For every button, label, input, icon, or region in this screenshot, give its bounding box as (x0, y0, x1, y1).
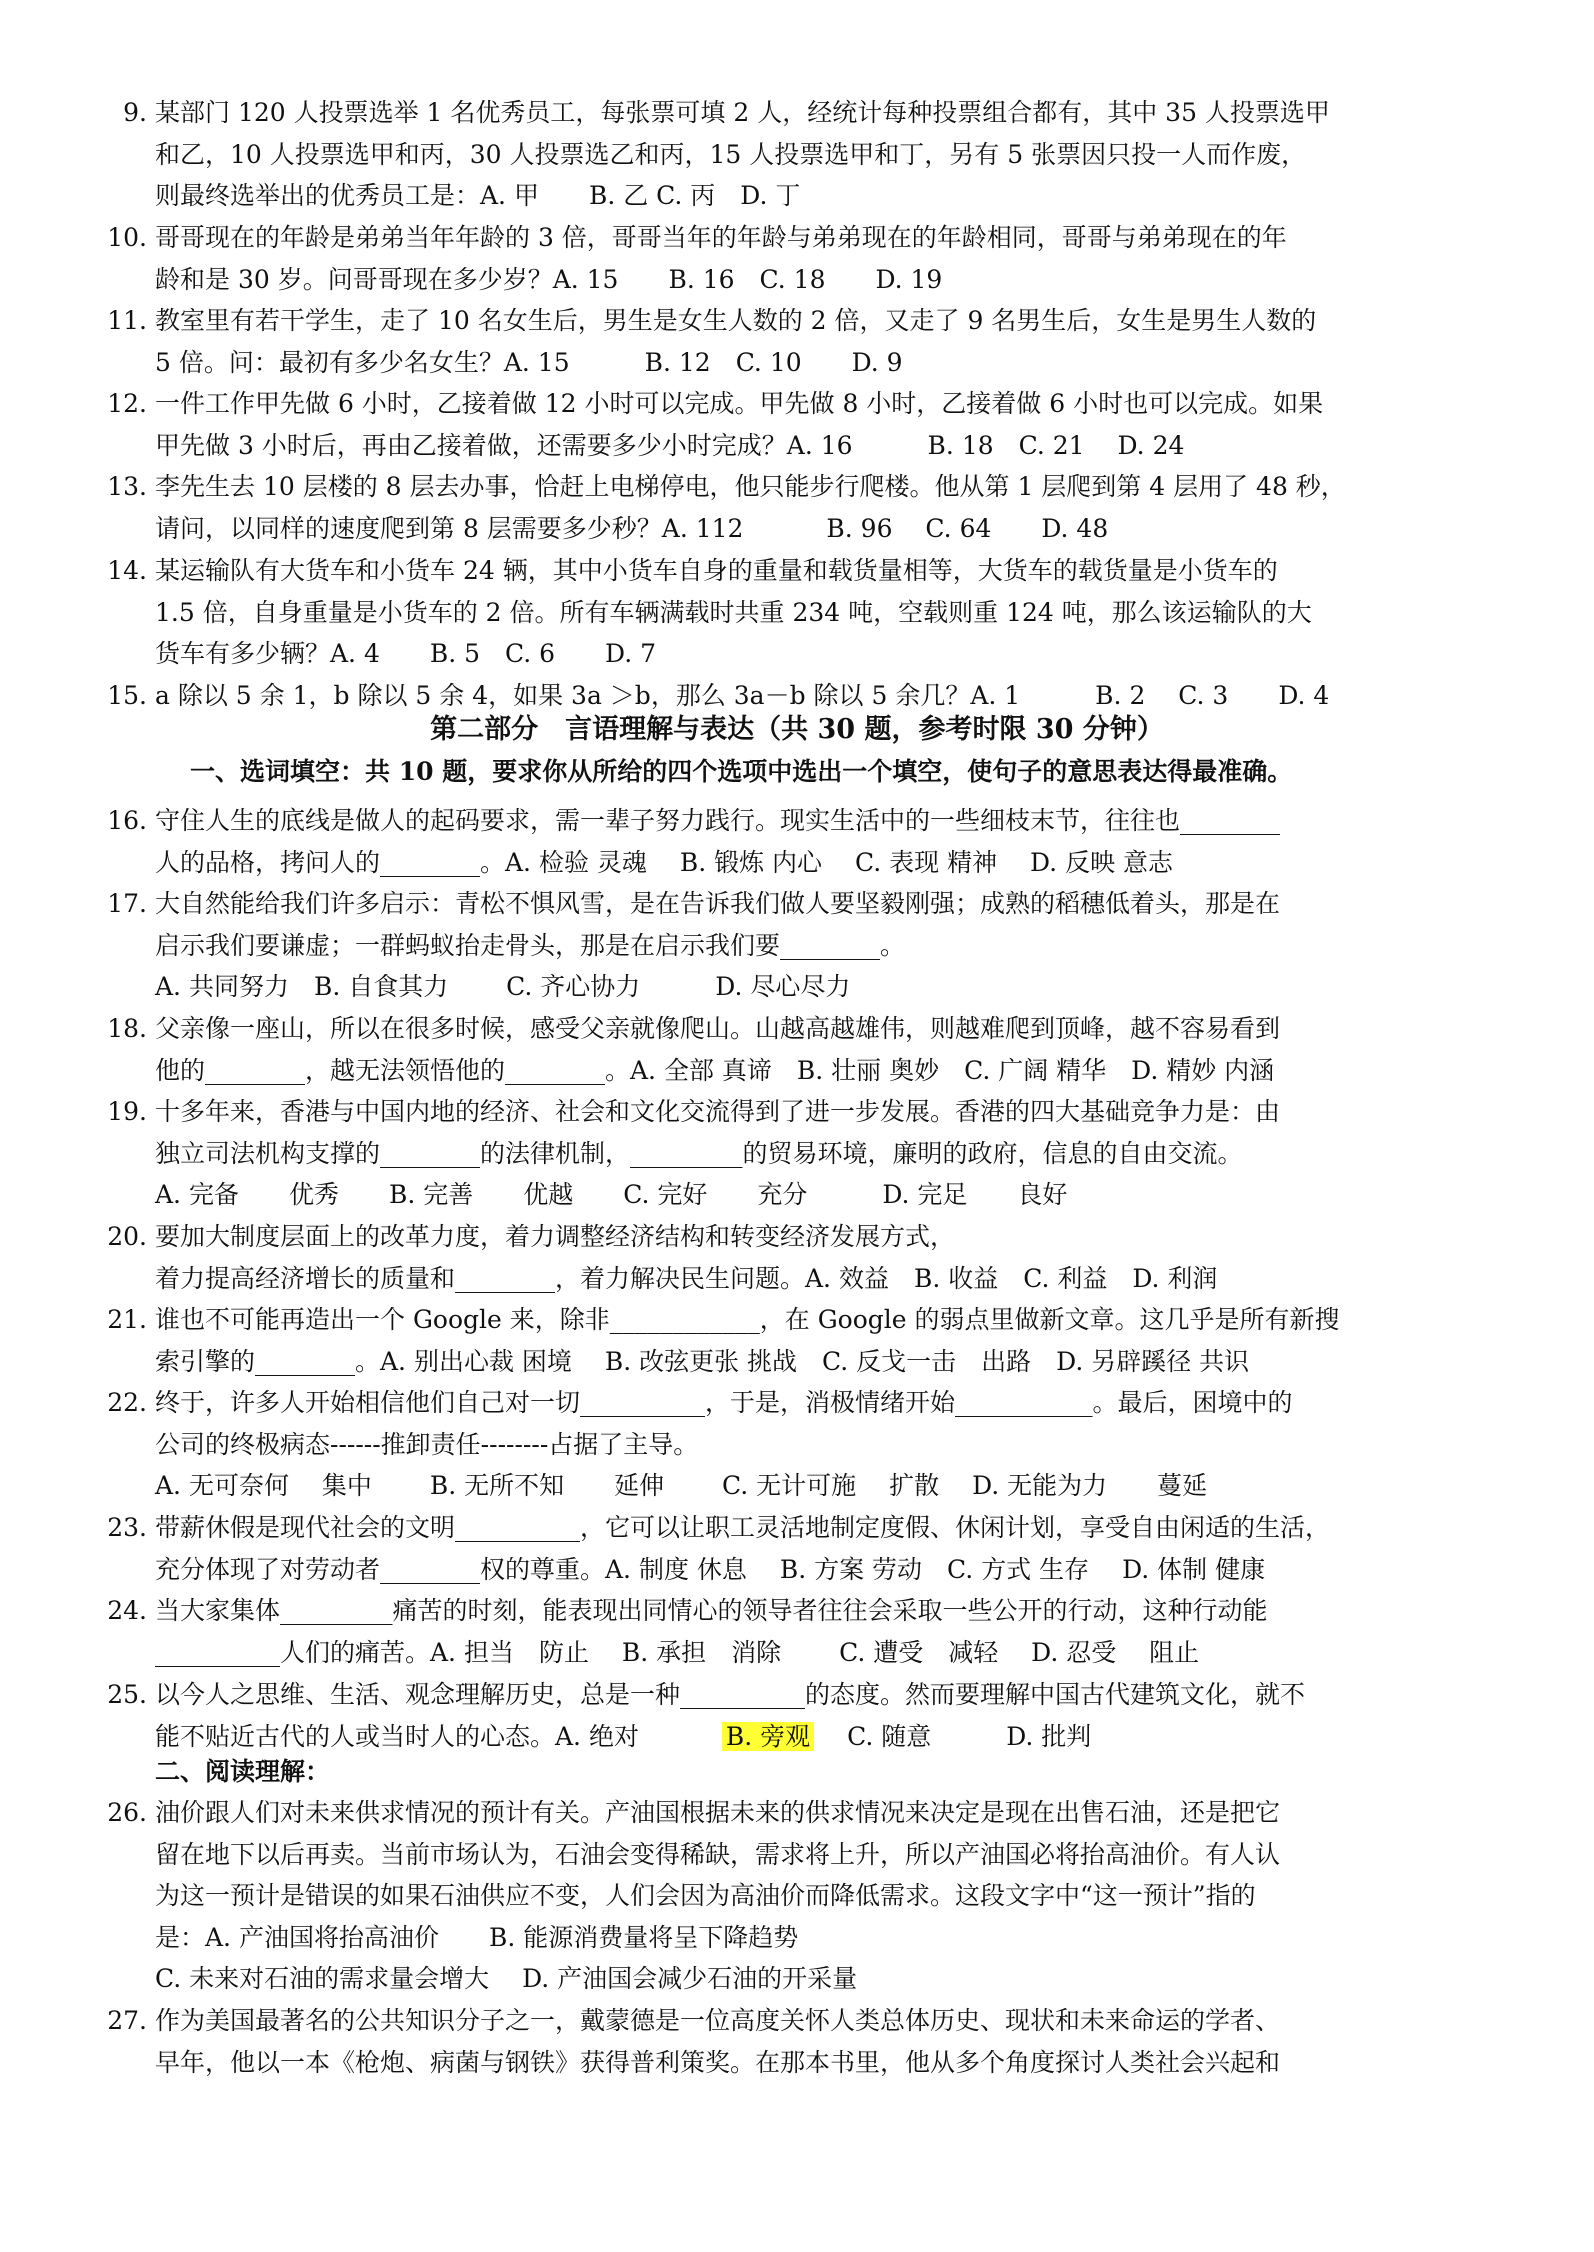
question-text: C. 随意 D. 批判 (814, 1721, 1092, 1751)
question-line: 一件工作甲先做 6 小时，乙接着做 12 小时可以完成。甲先做 8 小时，乙接着做 6 小时也可以完成。如果 (155, 389, 1324, 418)
question-line: 是：A. 产油国将抬高油价 B. 能源消费量将呈下降趋势 (155, 1922, 799, 1952)
question-line: 索引擎的________。A. 别出心裁 困境 B. 改弦更张 挑战 C. 反戈一击 出路 D. 另辟蹊径 共识 (155, 1346, 1250, 1376)
question-number: 24. (107, 1596, 147, 1625)
question-line: 5 倍。问：最初有多少名女生？A. 15 B. 12 C. 10 D. 9 (155, 347, 903, 377)
question-line: A. 完备 优秀 B. 完善 优越 C. 完好 充分 D. 完足 良好 (155, 1180, 1068, 1209)
question-number: 16. (107, 806, 147, 835)
question-21 (107, 1299, 1465, 1382)
question-number: 20. (107, 1222, 147, 1251)
question-number: 21. (107, 1305, 147, 1334)
question-line: 守住人生的底线是做人的起码要求，需一辈子努力践行。现实生活中的一些细枝末节，往往也________ (155, 806, 1281, 835)
reading-comprehension-heading: 二、阅读理解： (155, 1757, 331, 1786)
question-line: 人的品格，拷问人的________。A. 检验 灵魂 B. 锻炼 内心 C. 表现 精神 D. 反映 意志 (155, 847, 1174, 877)
question-line: 某运输队有大货车和小货车 24 辆，其中小货车自身的重量和载货量相等，大货车的载货量是小货车的 (155, 556, 1278, 585)
question-number: 11. (107, 306, 147, 335)
question-line: 着力提高经济增长的质量和________，着力解决民生问题。A. 效益 B. 收益 C. 利益 D. 利润 (155, 1263, 1218, 1293)
question-line: 教室里有若干学生，走了 10 名女生后，男生是女生人数的 2 倍，又走了 9 名男生后，女生是男生人数的 (155, 306, 1317, 335)
question-line: 为这一预计是错误的如果石油供应不变，人们会因为高油价而降低需求。这段文字中“这一预计”指的 (155, 1881, 1256, 1910)
question-18 (107, 1008, 1465, 1091)
question-line: 龄和是 30 岁。问哥哥现在多少岁？A. 15 B. 16 C. 18 D. 19 (155, 264, 943, 294)
question-line: 作为美国最著名的公共知识分子之一，戴蒙德是一位高度关怀人类总体历史、现状和未来命运的学者、 (155, 2006, 1281, 2035)
question-line: 早年，他以一本《枪炮、病菌与钢铁》获得普利策奖。在那本书里，他从多个角度探讨人类社会兴起和 (155, 2047, 1281, 2077)
question-25 (107, 1674, 1465, 1757)
question-line: 终于，许多人开始相信他们自己对一切__________，于是，消极情绪开始___________。最后，困境中的 (155, 1388, 1293, 1417)
question-number: 18. (107, 1014, 147, 1043)
question-number: 22. (107, 1388, 147, 1417)
question-line: 油价跟人们对未来供求情况的预计有关。产油国根据未来的供求情况来决定是现在出售石油，还是把它 (155, 1798, 1281, 1827)
question-line: 大自然能给我们许多启示：青松不惧风雪，是在告诉我们做人要坚毅刚强；成熟的稻穗低着头，那是在 (155, 889, 1281, 918)
question-line: 要加大制度层面上的改革力度，着力调整经济结构和转变经济发展方式， (155, 1222, 956, 1251)
question-line: 独立司法机构支撑的________的法律机制，_________的贸易环境，廉明的政府，信息的自由交流。 (155, 1138, 1243, 1168)
question-line: A. 共同努力 B. 自食其力 C. 齐心协力 D. 尽心尽力 (155, 972, 851, 1001)
question-12 (107, 383, 1465, 466)
question-number: 10. (107, 223, 147, 252)
question-line: 则最终选举出的优秀员工是：A. 甲 B. 乙 C. 丙 D. 丁 (155, 181, 801, 210)
question-line (155, 1716, 1465, 1758)
question-number: 17. (107, 889, 147, 918)
question-number: 12. (107, 389, 147, 418)
question-23 (107, 1507, 1465, 1590)
question-27 (107, 2000, 1465, 2083)
question-line: 甲先做 3 小时后，再由乙接着做，还需要多少小时完成？A. 16 B. 18 C. 21 D. 24 (155, 430, 1185, 460)
question-line: C. 未来对石油的需求量会增大 D. 产油国会减少石油的开采量 (155, 1964, 858, 1993)
question-line: 请问，以同样的速度爬到第 8 层需要多少秒？A. 112 B. 96 C. 64 D. 48 (155, 513, 1109, 543)
question-19 (107, 1091, 1465, 1216)
question-line: 启示我们要谦虚；一群蚂蚁抬走骨头，那是在启示我们要________。 (155, 930, 906, 960)
question-line: 他的________，越无法领悟他的________。A. 全部 真谛 B. 壮丽 奥妙 C. 广阔 精华 D. 精妙 内涵 (155, 1055, 1275, 1085)
question-line: 十多年来，香港与中国内地的经济、社会和文化交流得到了进一步发展。香港的四大基础竞争力是：由 (155, 1097, 1281, 1126)
question-line: 某部门 120 人投票选举 1 名优秀员工，每张票可填 2 人，经统计每种投票组合都有，其中 35 人投票选甲 (155, 98, 1330, 127)
question-line: A. 无可奈何 集中 B. 无所不知 延伸 C. 无计可施 扩散 D. 无能为力 蔓延 (155, 1471, 1208, 1500)
question-line: 带薪休假是现代社会的文明__________，它可以让职工灵活地制定度假、休闲计划，享受自由闲适的生活， (155, 1513, 1331, 1542)
question-line: 和乙，10 人投票选甲和丙，30 人投票选乙和丙，15 人投票选甲和丁，另有 5 张票因只投一人而作废， (155, 139, 1307, 169)
question-line: a 除以 5 余 1，b 除以 5 余 4，如果 3a ＞b，那么 3a－b 除以 5 余几？A. 1 B. 2 C. 3 D. 4 (155, 681, 1330, 710)
question-22 (107, 1382, 1465, 1507)
question-line: 谁也不可能再造出一个 Google 来，除非____________，在 Google 的弱点里做新文章。这几乎是所有新搜 (155, 1305, 1340, 1334)
question-number: 27. (107, 2006, 147, 2035)
question-number: 9. (123, 98, 147, 127)
question-17 (107, 883, 1465, 1008)
question-number: 25. (107, 1680, 147, 1709)
section-2-title: 第二部分 言语理解与表达（共 30 题，参考时限 30 分钟） (430, 714, 1164, 745)
highlighted-answer: B. 旁观 (722, 1722, 814, 1751)
question-line: 充分体现了对劳动者________权的尊重。A. 制度 休息 B. 方案 劳动 C. 方式 生存 D. 体制 健康 (155, 1554, 1266, 1584)
question-16 (107, 800, 1465, 883)
question-line: 当大家集体_________痛苦的时刻，能表现出同情心的领导者往往会采取一些公开的行动，这种行动能 (155, 1596, 1268, 1625)
question-24 (107, 1590, 1465, 1673)
question-line: 公司的终极病态------推卸责任--------占据了主导。 (155, 1429, 699, 1459)
question-line: 哥哥现在的年龄是弟弟当年年龄的 3 倍，哥哥当年的年龄与弟弟现在的年龄相同，哥哥与弟弟现在的年 (155, 223, 1287, 252)
question-number: 23. (107, 1513, 147, 1542)
question-line: 父亲像一座山，所以在很多时候，感受父亲就像爬山。山越高越雄伟，则越难爬到顶峰，越不容易看到 (155, 1014, 1281, 1043)
question-line: 李先生去 10 层楼的 8 层去办事，恰赶上电梯停电，他只能步行爬楼。他从第 1 层爬到第 4 层用了 48 秒， (155, 472, 1346, 501)
section-2-part-1-heading: 一、选词填空：共 10 题，要求你从所给的四个选项中选出一个填空，使句子的意思表达得最准确。 (190, 757, 1293, 786)
question-number: 13. (107, 472, 147, 501)
question-11 (107, 300, 1465, 383)
question-number: 15. (107, 681, 147, 710)
question-text: 能不贴近古代的人或当时人的心态。A. 绝对 (155, 1721, 722, 1751)
question-14 (107, 550, 1465, 675)
question-20 (107, 1216, 1465, 1299)
question-13 (107, 466, 1465, 549)
question-line: 货车有多少辆？A. 4 B. 5 C. 6 D. 7 (155, 639, 657, 668)
question-9 (123, 92, 1465, 217)
question-10 (107, 217, 1465, 300)
question-number: 19. (107, 1097, 147, 1126)
question-line: 以今人之思维、生活、观念理解历史，总是一种__________的态度。然而要理解中国古代建筑文化，就不 (155, 1680, 1306, 1709)
question-26 (107, 1792, 1465, 2000)
question-line: 留在地下以后再卖。当前市场认为，石油会变得稀缺，需求将上升，所以产油国必将抬高油价。有人认 (155, 1839, 1281, 1869)
question-number: 26. (107, 1798, 147, 1827)
question-line: __________人们的痛苦。A. 担当 防止 B. 承担 消除 C. 遭受 减轻 D. 忍受 阻止 (155, 1637, 1200, 1667)
question-number: 14. (107, 556, 147, 585)
question-line: 1.5 倍，自身重量是小货车的 2 倍。所有车辆满载时共重 234 吨，空载则重 124 吨，那么该运输队的大 (155, 597, 1312, 627)
